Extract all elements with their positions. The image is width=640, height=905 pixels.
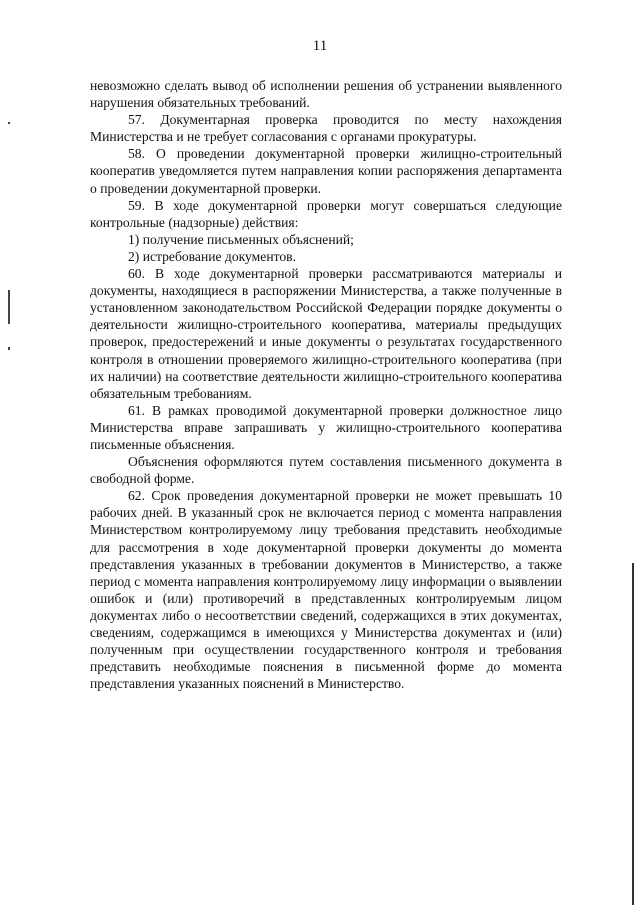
scan-mark-left-top — [8, 122, 10, 124]
paragraph-58: 58. О проведении документарной проверки жилищно-строительный кооператив уведомляется путем направления копии распоряжения департамента о проведении документарной проверки. — [90, 146, 562, 196]
scan-edge-line-right — [632, 563, 634, 905]
paragraph-60: 60. В ходе документарной проверки рассматриваются материалы и документы, находящиеся в распоряжении Министерства, а также полученные в установленном законодательством Российской Федерации порядке документы о деятельности жилищно-строительного кооператива, материалы предыдущих проверок, предостережений и иные документы о результатах государственного контроля в отношении проверяемого жилищно-строительного кооператива (при их наличии) на соответствие деятельности жилищно-строительного кооператива обязательным требованиям. — [90, 266, 562, 401]
scan-mark-left-middle — [8, 290, 10, 324]
document-body — [90, 77, 562, 692]
page-number: 11 — [312, 38, 328, 54]
paragraph-59: 59. В ходе документарной проверки могут совершаться следующие контрольные (надзорные) действия: — [90, 197, 562, 230]
paragraph-continuation: невозможно сделать вывод об исполнении решения об устранении выявленного нарушения обязательных требований. — [90, 78, 562, 111]
paragraph-57: 57. Документарная проверка проводится по месту нахождения Министерства и не требует согласования с органами прокуратуры. — [90, 112, 562, 145]
paragraph-62: 62. Срок проведения документарной проверки не может превышать 10 рабочих дней. В указанный срок не включается период с момента направления Министерством контролируемому лицу требования представить необходимые для рассмотрения в ходе документарной проверки документы до момента представления указанных в требовании документов в Министерство, а также период с момента направления контролируемому лицу информации о выявлении ошибок и (или) противоречий в представленных контролируемым лицом документах либо о несоответствии сведений, содержащихся в этих документах, сведениям, содержащимся в имеющихся у Министерства документах и (или) полученным при осуществлении государственного контроля и требования представить необходимые пояснения в письменной форме до момента представления указанных пояснений в Министерство. — [90, 488, 562, 692]
paragraph-61: 61. В рамках проводимой документарной проверки должностное лицо Министерства вправе запрашивать у жилищно-строительного кооператива письменные объяснения. — [90, 402, 562, 452]
list-item-2: 2) истребование документов. — [128, 248, 296, 264]
scan-mark-left-lower — [8, 347, 10, 350]
list-item-1: 1) получение письменных объяснений; — [128, 231, 354, 247]
paragraph-61-explanations: Объяснения оформляются путем составления письменного документа в свободной форме. — [90, 454, 562, 487]
